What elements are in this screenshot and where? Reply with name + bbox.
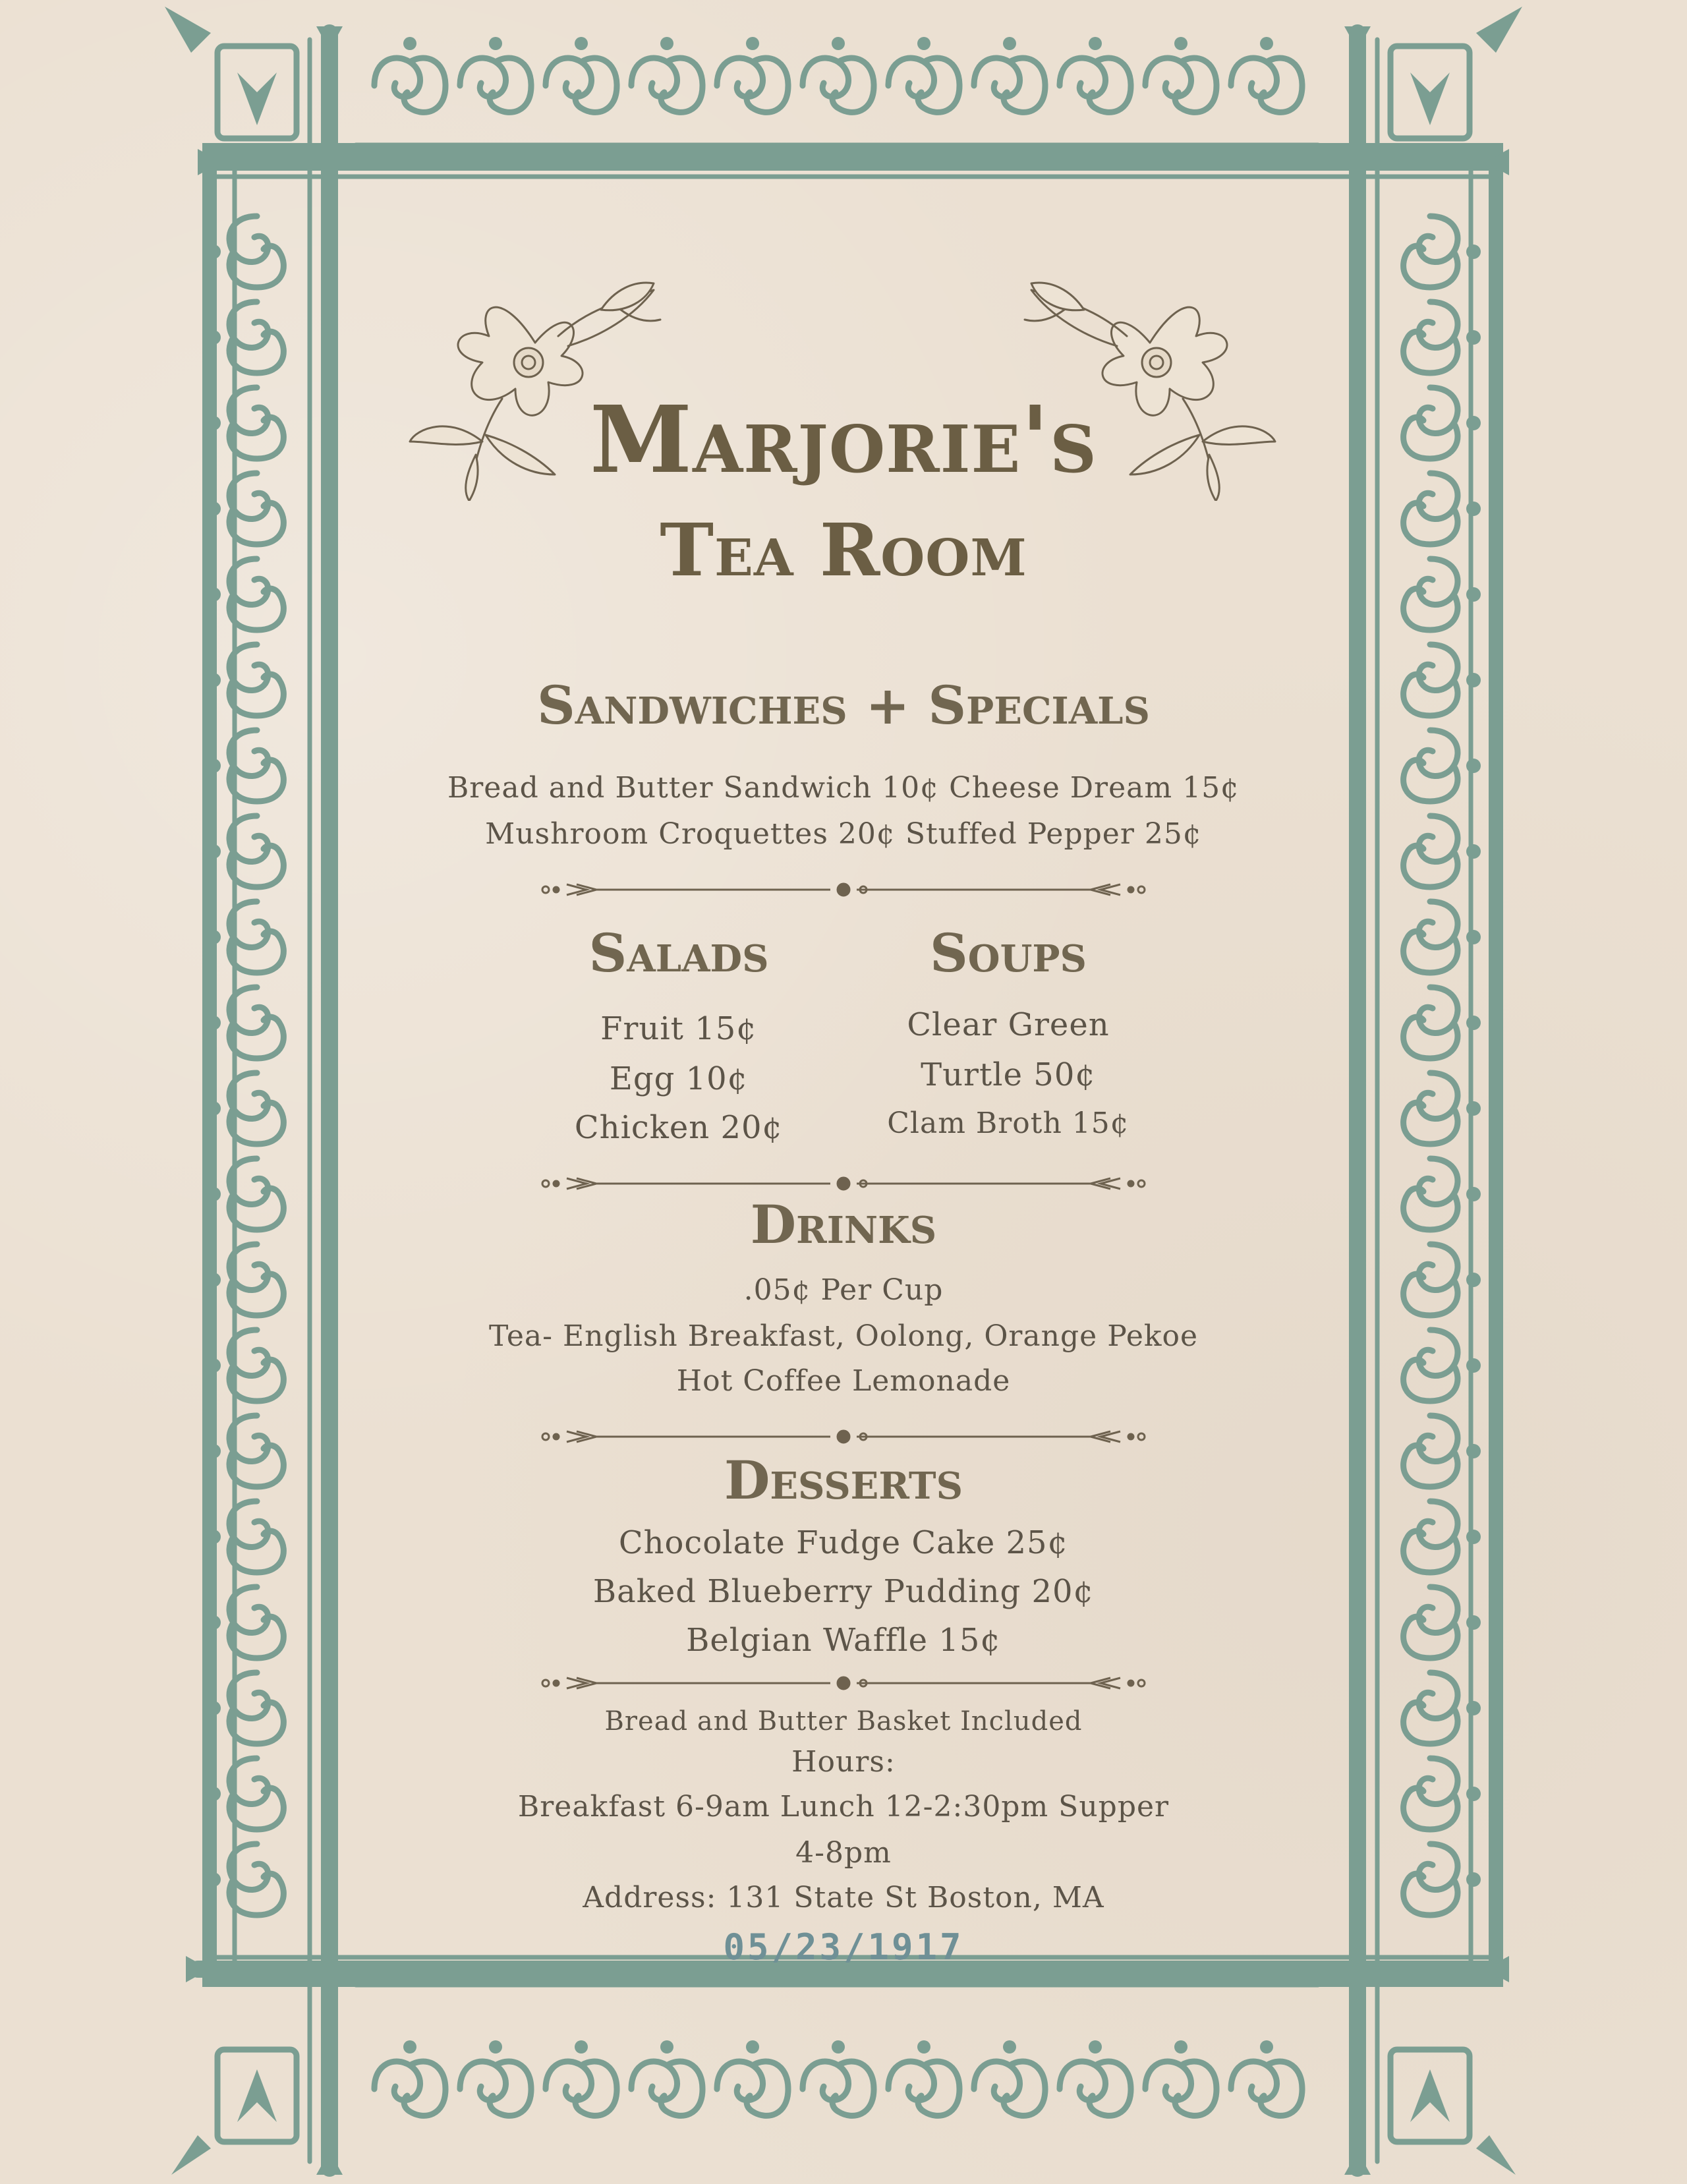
section-heading-desserts: Desserts [724,1449,963,1511]
menu-line: Mushroom Croquettes 20¢ Stuffed Pepper 25¢ [485,817,1202,851]
hours-label: Hours: [791,1745,896,1779]
page-subtitle: Tea Room [660,507,1027,592]
footer-note: Bread and Butter Basket Included [604,1706,1083,1737]
menu-item: Egg 10¢ [609,1060,749,1097]
page-title: Marjorie's [590,386,1097,494]
hours-line: Breakfast 6-9am Lunch 12-2:30pm Supper [517,1790,1170,1824]
hours-line: 4-8pm [795,1836,892,1870]
menu-item: Baked Blueberry Pudding 20¢ [592,1573,1095,1610]
menu-item: Fruit 15¢ [600,1010,757,1047]
menu-item: Clam Broth 15¢ [887,1106,1129,1140]
section-heading-drinks: Drinks [750,1193,937,1255]
menu-item: Chocolate Fudge Cake 25¢ [618,1524,1069,1561]
menu-line: .05¢ Per Cup [743,1273,944,1307]
menu-line: Tea- English Breakfast, Oolong, Orange Pekoe [488,1319,1199,1353]
section-heading-salads: Salads [588,922,769,984]
section-heading-soups: Soups [930,922,1087,984]
date-stamp: 05/23/1917 [723,1926,964,1968]
menu-line: Bread and Butter Sandwich 10¢ Cheese Dream 15¢ [447,771,1240,805]
address-line: Address: 131 State St Boston, MA [583,1881,1104,1914]
section-heading-sandwiches: Sandwiches + Specials [537,674,1150,736]
ornamental-divider-icon [540,1423,1147,1450]
ornamental-divider-icon [540,1670,1147,1696]
menu-item: Chicken 20¢ [574,1109,784,1146]
menu-item: Belgian Waffle 15¢ [686,1622,1001,1659]
menu-line: Hot Coffee Lemonade [676,1364,1011,1398]
ornamental-divider-icon [540,876,1147,903]
menu-item: Turtle 50¢ [921,1056,1096,1093]
menu-item: Clear Green [907,1006,1110,1043]
